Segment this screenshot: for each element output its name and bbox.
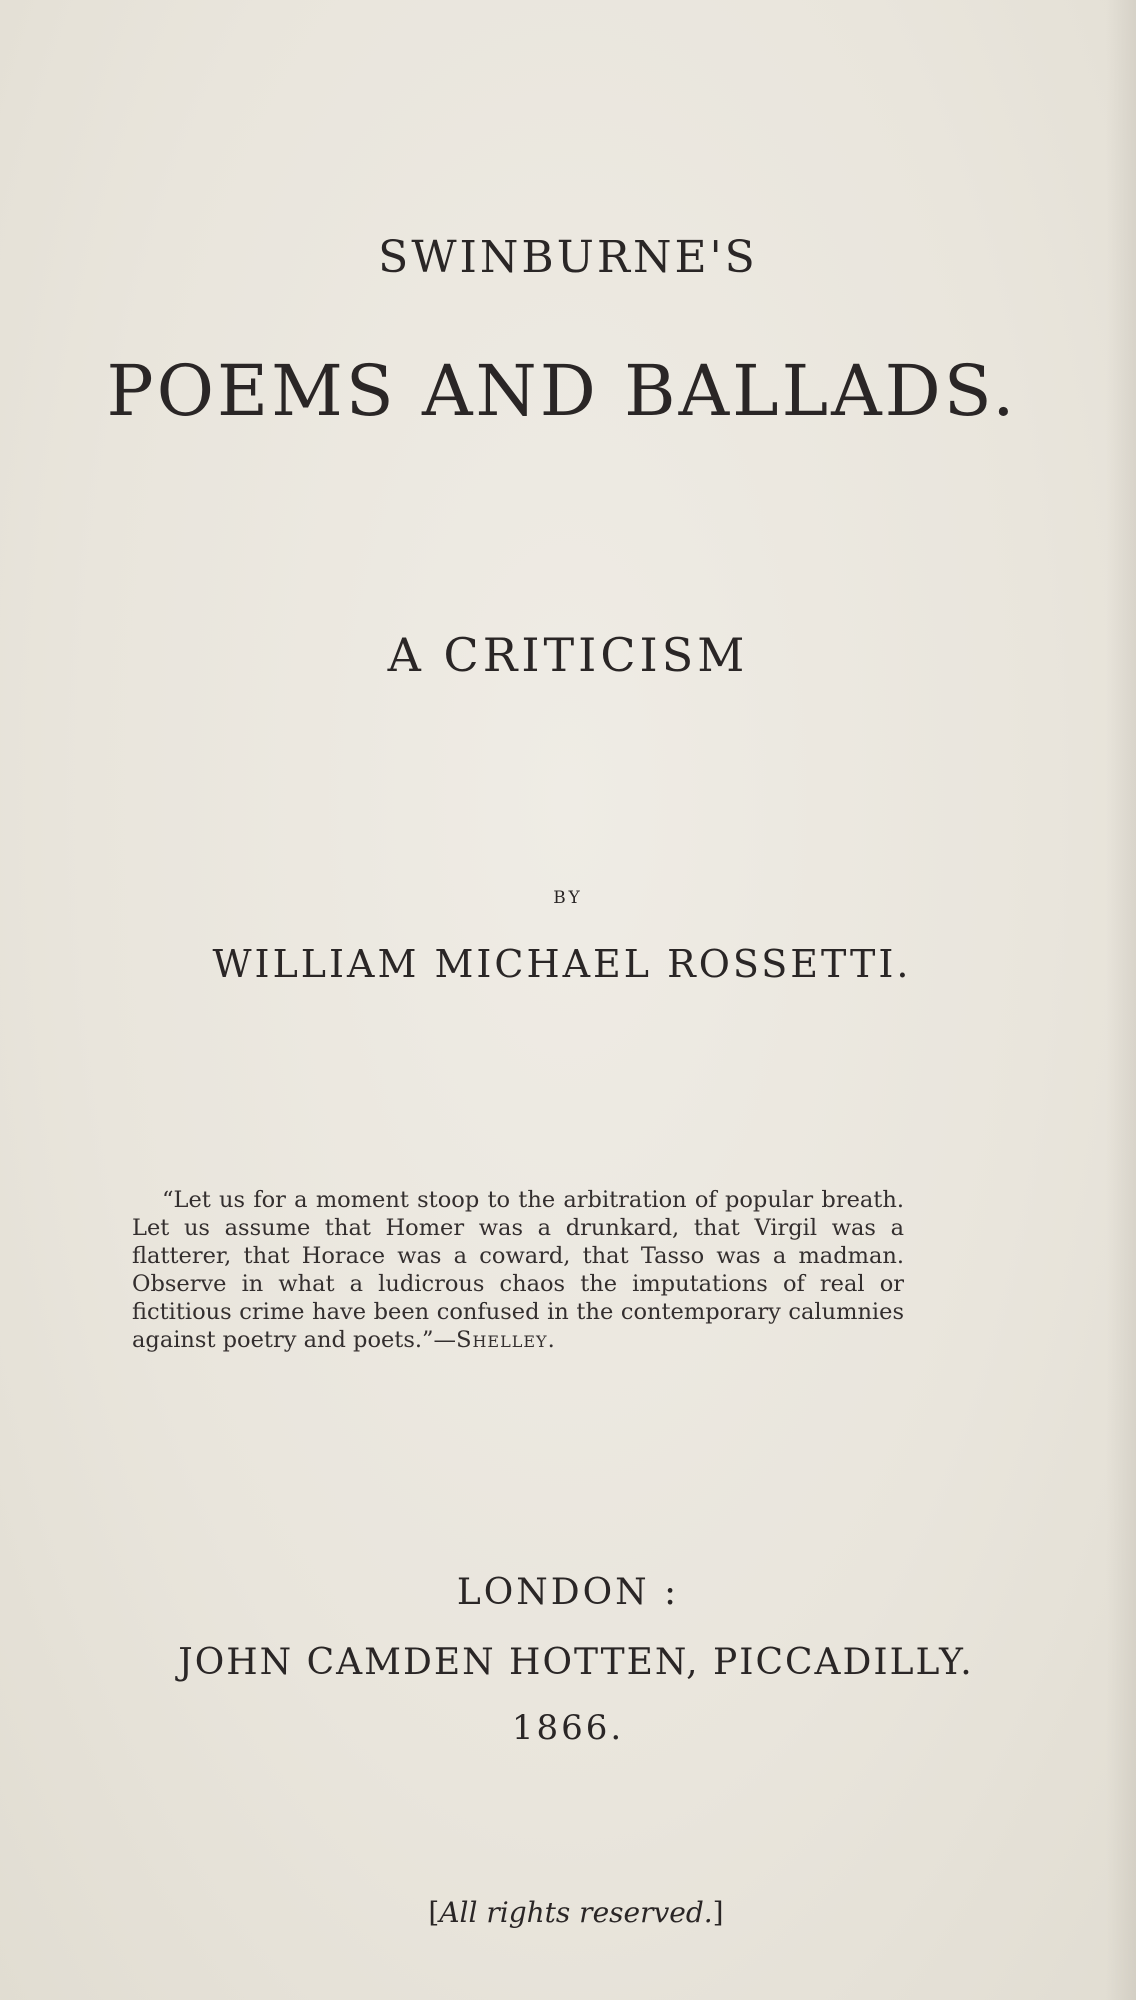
rights-open-bracket: [ bbox=[428, 1896, 440, 1929]
epigraph-text: “Let us for a moment stoop to the arbitration of popular breath. Let us assume that Homer was a drunkard, that Virgil was a flatterer, that Horace was a coward, that Tasso was a madman. Observe in what a ludicrous chaos the imputations of real or fictitious crime have been confused in the contemporary calumnies against poetry and poets.”— bbox=[132, 1187, 904, 1353]
by-label: BY bbox=[553, 888, 583, 908]
epigraph-paragraph bbox=[132, 1186, 904, 1354]
rights-text: All rights reserved. bbox=[439, 1896, 713, 1929]
main-title: POEMS AND BALLADS. bbox=[106, 350, 1018, 432]
over-title: SWINBURNE'S bbox=[378, 232, 758, 283]
imprint-place: LONDON : bbox=[456, 1572, 680, 1613]
rights-close-bracket: ] bbox=[712, 1896, 724, 1929]
imprint-publisher: JOHN CAMDEN HOTTEN, PICCADILLY. bbox=[178, 1642, 974, 1683]
epigraph bbox=[132, 1186, 904, 1354]
page-edge-shadow bbox=[1106, 0, 1136, 2000]
author-name: WILLIAM MICHAEL ROSSETTI. bbox=[212, 942, 912, 986]
subtitle: A CRITICISM bbox=[387, 628, 749, 682]
imprint-year: 1866. bbox=[511, 1708, 625, 1748]
rights-notice bbox=[8, 1896, 1136, 1929]
epigraph-attribution: Shelley. bbox=[456, 1327, 556, 1353]
